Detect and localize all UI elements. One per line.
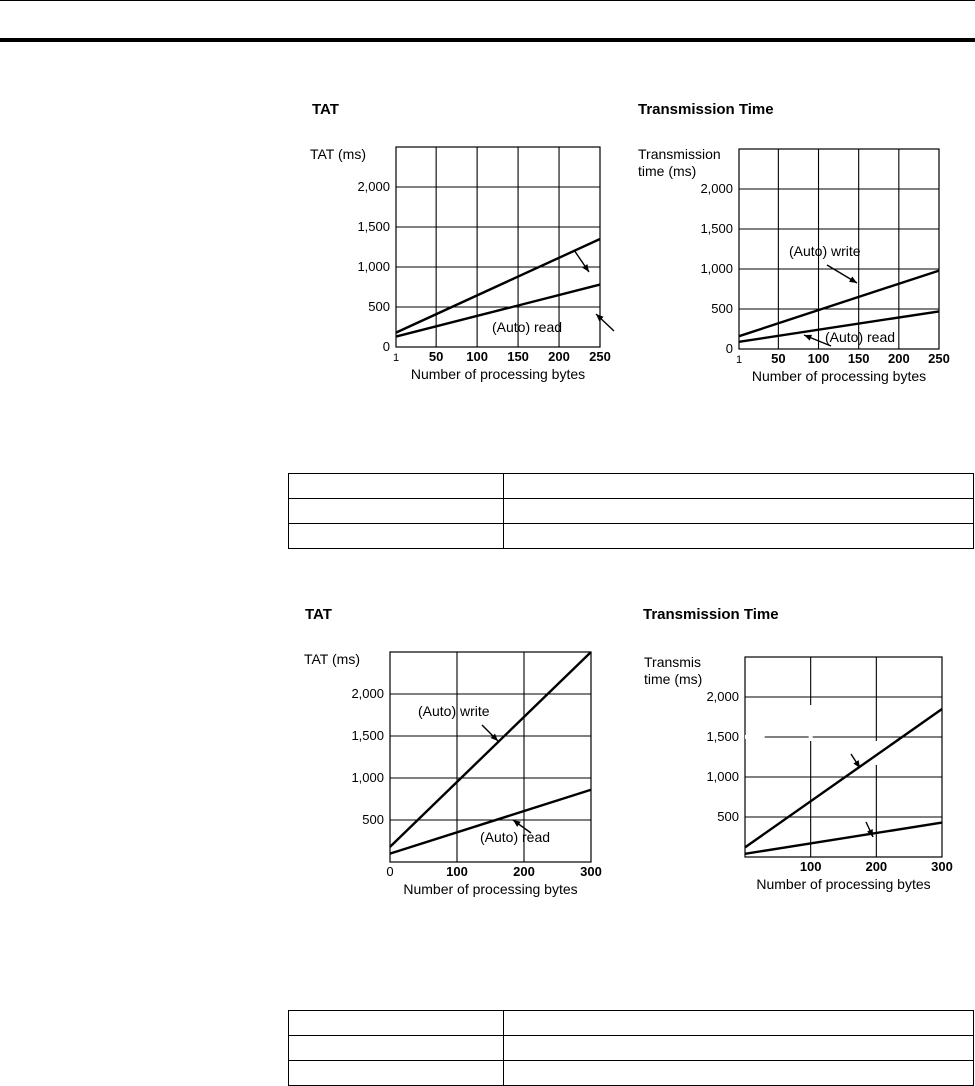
- table-cell: [289, 524, 504, 549]
- y-tick-label: 500: [717, 809, 739, 824]
- series-label: (Auto) write: [789, 243, 861, 259]
- x-tick-label: 1: [392, 352, 400, 364]
- chart-title-transmission-2: Transmission Time: [643, 606, 779, 623]
- x-tick-label: 150: [847, 351, 870, 366]
- y-tick-label: 500: [711, 301, 733, 316]
- x-tick-label: 50: [771, 351, 786, 366]
- x-axis-label: Number of processing bytes: [751, 368, 927, 384]
- x-tick-label: 100: [807, 351, 830, 366]
- y-tick-label: 1,000: [357, 259, 390, 274]
- y-tick-label: 1,000: [351, 770, 384, 785]
- series-label: (Auto) read: [480, 829, 551, 845]
- y-tick-label: 0: [725, 341, 733, 356]
- y-axis-label: TAT (ms): [310, 146, 366, 162]
- chart-title-tat-2: TAT: [305, 606, 332, 623]
- arrow-head: [513, 820, 521, 827]
- x-tick-label: 200: [865, 859, 888, 874]
- y-tick-label: 1,500: [706, 729, 739, 744]
- x-tick-label: 100: [446, 864, 468, 879]
- x-tick-label: 150: [507, 349, 529, 364]
- y-axis-label-line: Transmis: [644, 654, 702, 670]
- arrow-head: [582, 264, 589, 272]
- spec-table-1: [288, 473, 974, 549]
- series-label: (Auto) read: [825, 329, 896, 345]
- series-line-1: [390, 652, 591, 847]
- arrow-head: [804, 335, 812, 341]
- x-tick-label: 200: [548, 349, 570, 364]
- table-row: [289, 499, 974, 524]
- table-cell: [504, 499, 974, 524]
- y-tick-label: 2,000: [357, 179, 390, 194]
- table-cell: [504, 1036, 974, 1061]
- table-cell: [289, 1036, 504, 1061]
- tat-chart-1: [300, 140, 620, 390]
- x-tick-label: 50: [428, 349, 444, 364]
- table-row: [289, 1036, 974, 1061]
- x-tick-label: 300: [580, 864, 602, 879]
- y-axis-label-line: Transmission: [638, 146, 721, 162]
- table-row: [289, 1011, 974, 1036]
- series-label: (Auto) read: [492, 319, 563, 335]
- x-tick-label: 300: [931, 859, 953, 874]
- y-tick-label: 2,000: [700, 181, 733, 196]
- table-row: [289, 474, 974, 499]
- table-cell: [504, 1061, 974, 1086]
- x-axis-label: Number of processing bytes: [410, 366, 586, 382]
- y-axis-label-line: time (ms): [644, 671, 703, 687]
- header-rule: [0, 38, 975, 42]
- x-axis-label: Number of processing bytes: [756, 876, 931, 892]
- table-cell: [504, 1011, 974, 1036]
- transmission-time-chart-1: [630, 140, 960, 390]
- x-tick-label: 250: [589, 349, 611, 364]
- x-tick-label: 200: [513, 864, 535, 879]
- y-tick-label: 0: [382, 339, 390, 354]
- x-tick-label: 0: [386, 864, 394, 879]
- x-tick-label: 250: [928, 351, 950, 366]
- y-tick-label: 2,000: [351, 686, 384, 701]
- tat-chart-2: [300, 645, 620, 895]
- y-tick-label: 1,500: [351, 728, 384, 743]
- y-axis-label: TAT (ms): [304, 651, 360, 667]
- arrow-head: [853, 760, 860, 768]
- y-tick-label: 1,000: [700, 261, 733, 276]
- chart-title-transmission-1: Transmission Time: [638, 101, 774, 118]
- x-tick-label: 100: [466, 349, 488, 364]
- table-cell: [289, 1061, 504, 1086]
- y-tick-label: 1,500: [357, 219, 390, 234]
- chart-grid: [396, 147, 600, 347]
- table-row: [289, 1061, 974, 1086]
- y-axis-label-line: time (ms): [638, 163, 697, 179]
- y-tick-label: 500: [368, 299, 390, 314]
- top-rule: [0, 0, 975, 1]
- y-tick-label: 1,000: [706, 769, 739, 784]
- spec-table-2: [288, 1010, 974, 1086]
- y-tick-label: 500: [362, 812, 384, 827]
- x-tick-label: 200: [887, 351, 910, 366]
- series-label: (Auto) write: [418, 703, 490, 719]
- transmission-time-chart-2: [635, 650, 965, 900]
- table-row: [289, 524, 974, 549]
- y-tick-label: 2,000: [706, 689, 739, 704]
- table-cell: [289, 499, 504, 524]
- table-cell: [504, 524, 974, 549]
- chart-title-tat-1: TAT: [312, 101, 339, 118]
- x-axis-label: Number of processing bytes: [403, 881, 578, 897]
- y-tick-label: 1,500: [700, 221, 733, 236]
- plot-frame: [396, 147, 600, 347]
- table-cell: [504, 474, 974, 499]
- table-cell: [289, 474, 504, 499]
- x-tick-label: 1: [735, 354, 743, 366]
- x-tick-label: 100: [799, 859, 822, 874]
- table-cell: [289, 1011, 504, 1036]
